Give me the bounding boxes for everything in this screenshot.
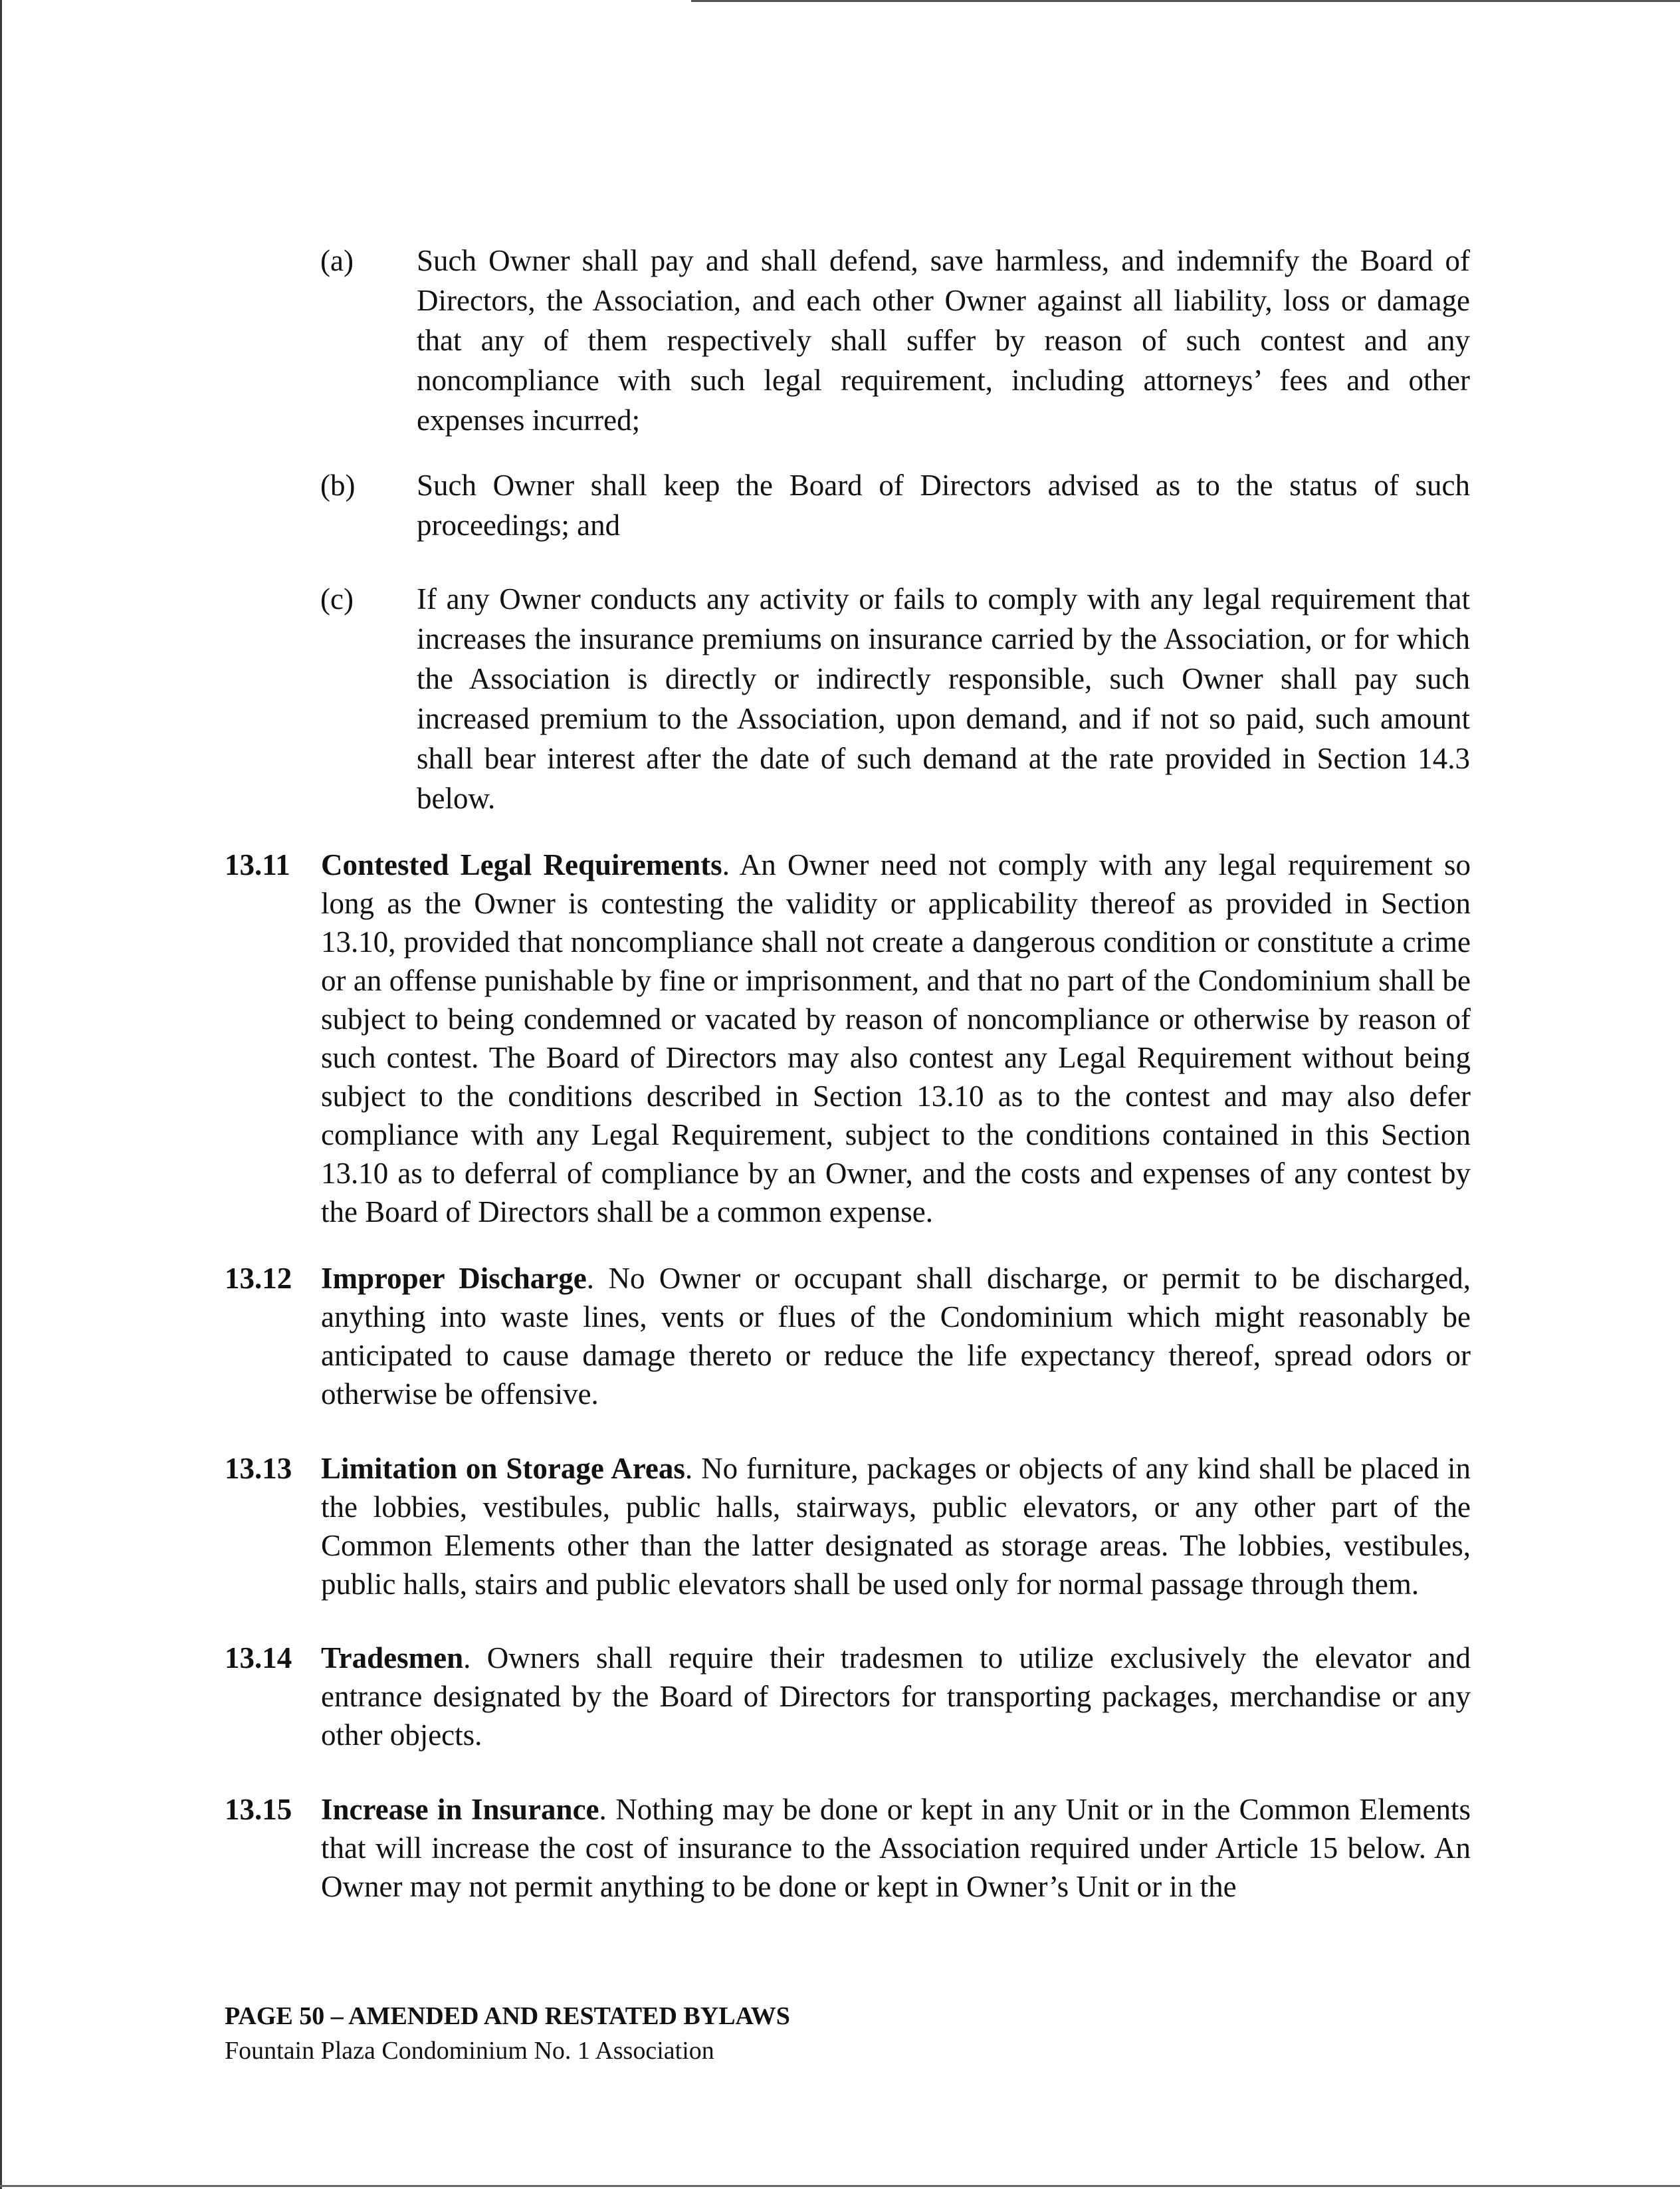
page-footer bbox=[225, 1999, 790, 2068]
section-title: Contested Legal Requirements bbox=[321, 848, 722, 881]
title-period: . bbox=[586, 1262, 609, 1295]
section-13-15 bbox=[225, 1790, 1471, 1906]
subsection-text: If any Owner conducts any activity or fails to comply with any legal requirement that increases the insurance premiums on insurance carried by the Association, or for which the Association is directly or indirectly responsible, such Owner shall pay such increased premium to the Association, upon demand, and if not so paid, such amount shall bear interest after the date of such demand at the rate provided in Section 14.3 below. bbox=[417, 582, 1470, 815]
section-13-13 bbox=[225, 1449, 1471, 1603]
section-text: Owners shall require their tradesmen to utilize exclusively the elevator and entrance designated by the Board of Directors for transporting packages, merchandise or any other objects. bbox=[321, 1641, 1471, 1752]
title-period: . bbox=[722, 848, 740, 881]
title-period: . bbox=[463, 1641, 487, 1674]
scan-edge-bottom bbox=[0, 2185, 1680, 2187]
scan-edge-left bbox=[0, 0, 2, 2189]
scan-edge-top bbox=[691, 0, 1680, 2]
subsection-label: (c) bbox=[320, 582, 354, 616]
section-title: Tradesmen bbox=[321, 1641, 464, 1674]
title-period: . bbox=[684, 1452, 702, 1485]
section-title: Increase in Insurance bbox=[321, 1793, 599, 1826]
section-text: No furniture, packages or objects of any kind shall be placed in the lobbies, vestibules, public halls, stairways, public elevators, or any other part of the Common Elements other than the latter designated as storage areas. The lobbies, vestibules, public halls, stairs and public elevators shall be used only for normal passage through them. bbox=[321, 1452, 1471, 1601]
section-number: 13.11 bbox=[225, 848, 290, 881]
section-13-14 bbox=[225, 1639, 1471, 1754]
section-text: No Owner or occupant shall discharge, or permit to be discharged, anything into waste lines, vents or flues of the Condominium which might reasonably be anticipated to cause damage thereto or reduce the life expectancy thereof, spread odors or otherwise be offensive. bbox=[321, 1262, 1471, 1411]
section-title: Improper Discharge bbox=[321, 1262, 587, 1295]
subsection-label: (a) bbox=[320, 244, 354, 277]
footer-page-title: PAGE 50 – AMENDED AND RESTATED BYLAWS bbox=[225, 2002, 790, 2030]
section-13-12 bbox=[225, 1259, 1471, 1413]
section-number: 13.15 bbox=[225, 1793, 292, 1826]
section-number: 13.14 bbox=[225, 1641, 292, 1674]
footer-association-name: Fountain Plaza Condominium No. 1 Association bbox=[225, 2037, 714, 2065]
subsection-label: (b) bbox=[320, 469, 356, 502]
section-13-11 bbox=[225, 846, 1471, 1231]
section-text: An Owner need not comply with any legal requirement so long as the Owner is contesting the validity or applicability thereof as provided in Section 13.10, provided that noncompliance shall not create a dangerous condition or constitute a crime or an offense punishable by fine or imprisonment, and that no part of the Condominium shall be subject to being condemned or vacated by reason of noncompliance or otherwise by reason of such contest. The Board of Directors may also contest any Legal Requirement without being subject to the conditions described in Section 13.10 as to the contest and may also defer compliance with any Legal Requirement, subject to the conditions contained in this Section 13.10 as to deferral of compliance by an Owner, and the costs and expenses of any contest by the Board of Directors shall be a common expense. bbox=[321, 848, 1471, 1228]
section-number: 13.13 bbox=[225, 1452, 292, 1485]
section-number: 13.12 bbox=[225, 1262, 292, 1295]
subsection-text: Such Owner shall keep the Board of Directors advised as to the status of such proceedings; and bbox=[417, 469, 1470, 542]
title-period: . bbox=[599, 1793, 616, 1826]
section-text: Nothing may be done or kept in any Unit or in the Common Elements that will increase the cost of insurance to the Association required under Article 15 below. An Owner may not permit anything to be done or kept in Owner’s Unit or in the bbox=[321, 1793, 1471, 1903]
section-title: Limitation on Storage Areas bbox=[321, 1452, 685, 1485]
subsection-text: Such Owner shall pay and shall defend, save harmless, and indemnify the Board of Directors, the Association, and each other Owner against all liability, loss or damage that any of them respectively shall suffer by reason of such contest and any noncompliance with such legal requirement, including attorneys’ fees and other expenses incurred; bbox=[417, 244, 1470, 437]
